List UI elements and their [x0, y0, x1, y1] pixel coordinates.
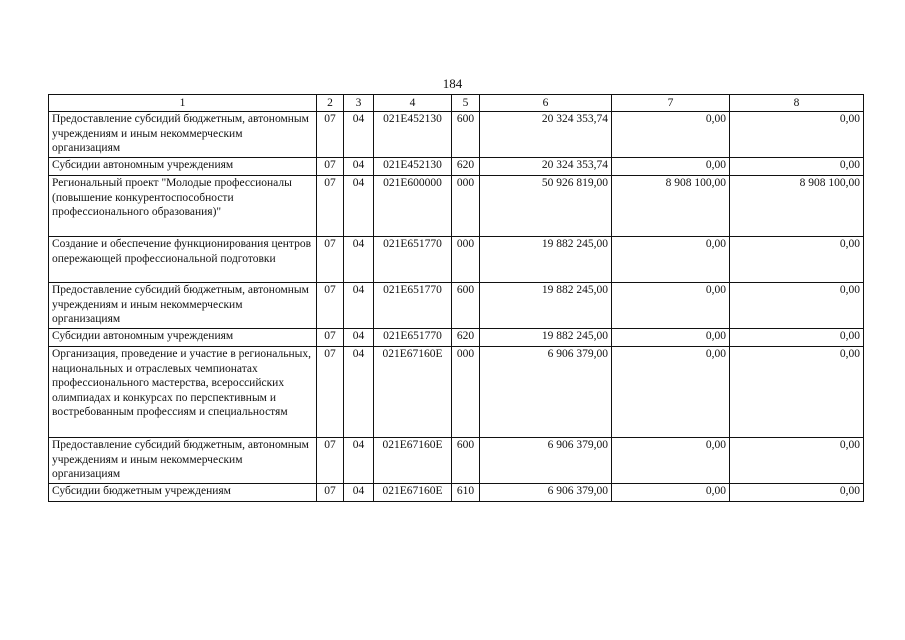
column-header-7: 7 — [612, 95, 730, 112]
amount-col8: 0,00 — [730, 438, 864, 484]
budget-table — [48, 94, 864, 502]
page-number: 184 — [442, 76, 463, 91]
expense-type-code: 000 — [452, 237, 480, 283]
amount-col6: 6 906 379,00 — [480, 438, 612, 484]
amount-col8: 0,00 — [730, 237, 864, 283]
row-name: Предоставление субсидий бюджетным, автономным учреждениям и иным некоммерческим организациям — [49, 438, 317, 484]
amount-col6: 19 882 245,00 — [480, 283, 612, 329]
amount-col6: 50 926 819,00 — [480, 176, 612, 237]
amount-col7: 0,00 — [612, 484, 730, 502]
amount-col6: 20 324 353,74 — [480, 112, 612, 158]
amount-col8: 0,00 — [730, 347, 864, 438]
table-body — [49, 112, 864, 502]
amount-col7: 0,00 — [612, 329, 730, 347]
table-row — [49, 484, 864, 502]
subsection-code: 04 — [344, 283, 374, 329]
target-article-code: 021E651770 — [374, 237, 452, 283]
row-name: Предоставление субсидий бюджетным, автономным учреждениям и иным некоммерческим организациям — [49, 283, 317, 329]
section-code: 07 — [317, 347, 344, 438]
expense-type-code: 610 — [452, 484, 480, 502]
row-name: Субсидии автономным учреждениям — [49, 158, 317, 176]
amount-col6: 19 882 245,00 — [480, 237, 612, 283]
column-header-6: 6 — [480, 95, 612, 112]
amount-col6: 6 906 379,00 — [480, 484, 612, 502]
column-header-8: 8 — [730, 95, 864, 112]
column-header-5: 5 — [452, 95, 480, 112]
section-code: 07 — [317, 484, 344, 502]
target-article-code: 021E452130 — [374, 158, 452, 176]
expense-type-code: 000 — [452, 176, 480, 237]
amount-col7: 8 908 100,00 — [612, 176, 730, 237]
amount-col8: 0,00 — [730, 112, 864, 158]
amount-col7: 0,00 — [612, 438, 730, 484]
amount-col8: 0,00 — [730, 158, 864, 176]
target-article-code: 021E651770 — [374, 283, 452, 329]
subsection-code: 04 — [344, 438, 374, 484]
amount-col8: 8 908 100,00 — [730, 176, 864, 237]
amount-col6: 6 906 379,00 — [480, 347, 612, 438]
section-code: 07 — [317, 438, 344, 484]
expense-type-code: 600 — [452, 438, 480, 484]
amount-col7: 0,00 — [612, 237, 730, 283]
row-name: Организация, проведение и участие в региональных, национальных и отраслевых чемпионатах профессионального мастерства, всероссийских олимпиадах и конкурсах по перспективным и востребованным профессиям и специальностям — [49, 347, 317, 438]
expense-type-code: 620 — [452, 158, 480, 176]
subsection-code: 04 — [344, 176, 374, 237]
column-header-3: 3 — [344, 95, 374, 112]
amount-col6: 20 324 353,74 — [480, 158, 612, 176]
expense-type-code: 620 — [452, 329, 480, 347]
table-row — [49, 237, 864, 283]
row-name: Региональный проект "Молодые профессионалы (повышение конкурентоспособности профессионального образования)" — [49, 176, 317, 237]
amount-col7: 0,00 — [612, 158, 730, 176]
row-name: Субсидии бюджетным учреждениям — [49, 484, 317, 502]
target-article-code: 021E67160E — [374, 438, 452, 484]
subsection-code: 04 — [344, 484, 374, 502]
amount-col6: 19 882 245,00 — [480, 329, 612, 347]
table-row — [49, 283, 864, 329]
amount-col8: 0,00 — [730, 484, 864, 502]
table-row — [49, 176, 864, 237]
amount-col7: 0,00 — [612, 347, 730, 438]
subsection-code: 04 — [344, 347, 374, 438]
section-code: 07 — [317, 237, 344, 283]
section-code: 07 — [317, 283, 344, 329]
row-name: Субсидии автономным учреждениям — [49, 329, 317, 347]
row-name: Создание и обеспечение функционирования центров опережающей профессиональной подготовки — [49, 237, 317, 283]
section-code: 07 — [317, 158, 344, 176]
table-row — [49, 438, 864, 484]
header-row — [49, 95, 864, 112]
amount-col8: 0,00 — [730, 329, 864, 347]
table-row — [49, 112, 864, 158]
section-code: 07 — [317, 176, 344, 237]
expense-type-code: 600 — [452, 283, 480, 329]
target-article-code: 021E600000 — [374, 176, 452, 237]
column-header-2: 2 — [317, 95, 344, 112]
table-row — [49, 347, 864, 438]
amount-col8: 0,00 — [730, 283, 864, 329]
target-article-code: 021E651770 — [374, 329, 452, 347]
target-article-code: 021E452130 — [374, 112, 452, 158]
section-code: 07 — [317, 329, 344, 347]
table-header — [49, 95, 864, 112]
section-code: 07 — [317, 112, 344, 158]
subsection-code: 04 — [344, 329, 374, 347]
subsection-code: 04 — [344, 237, 374, 283]
expense-type-code: 000 — [452, 347, 480, 438]
table-row — [49, 329, 864, 347]
table-row — [49, 158, 864, 176]
subsection-code: 04 — [344, 158, 374, 176]
column-header-4: 4 — [374, 95, 452, 112]
target-article-code: 021E67160E — [374, 347, 452, 438]
amount-col7: 0,00 — [612, 283, 730, 329]
expense-type-code: 600 — [452, 112, 480, 158]
row-name: Предоставление субсидий бюджетным, автономным учреждениям и иным некоммерческим организациям — [49, 112, 317, 158]
column-header-1: 1 — [49, 95, 317, 112]
target-article-code: 021E67160E — [374, 484, 452, 502]
amount-col7: 0,00 — [612, 112, 730, 158]
subsection-code: 04 — [344, 112, 374, 158]
